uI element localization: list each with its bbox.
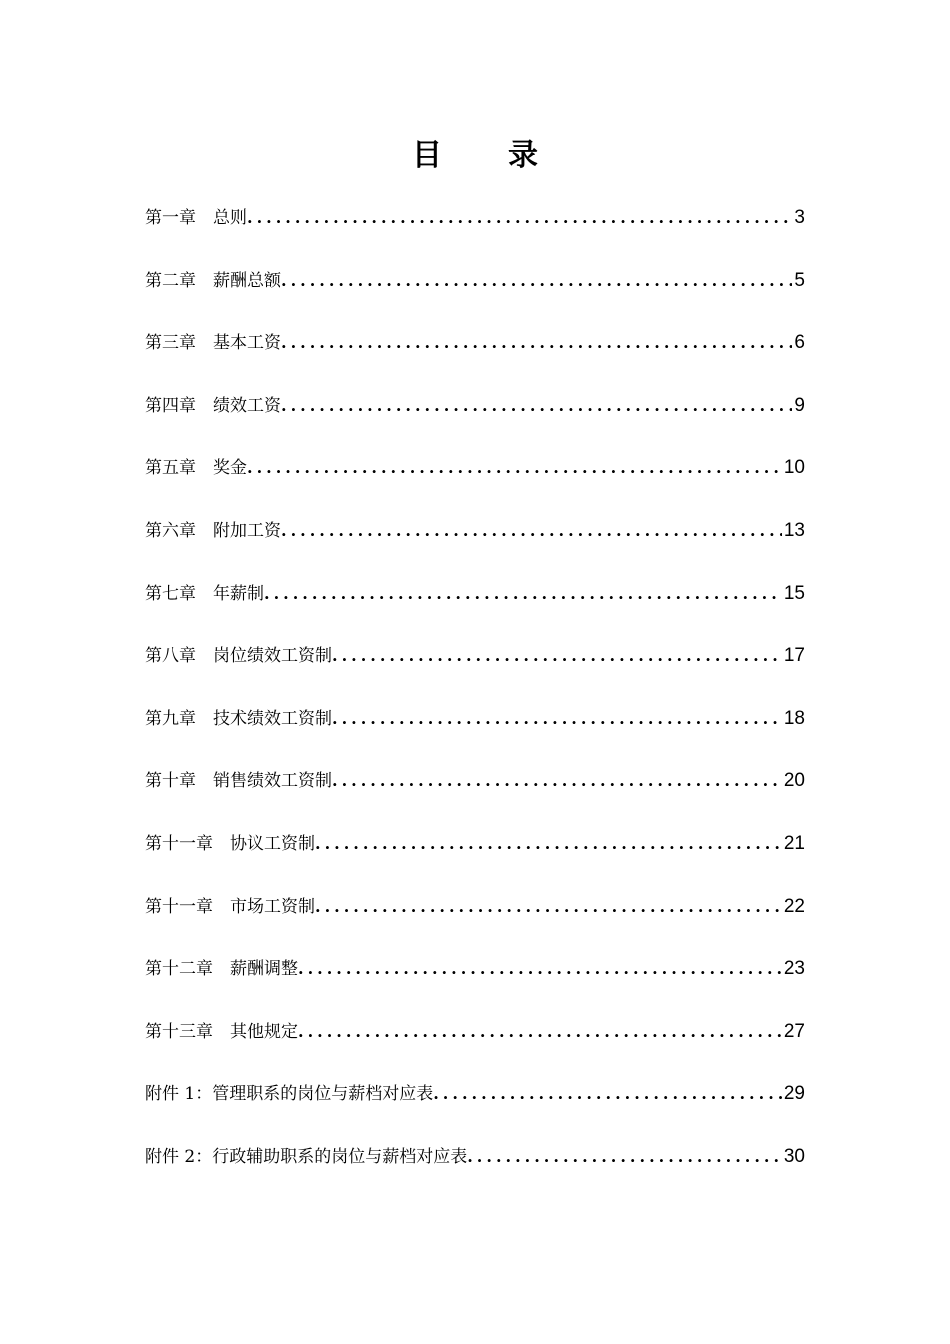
toc-page-number: 23 <box>783 958 805 980</box>
toc-chapter-label: 附件 2：行政辅助职系的岗位与薪档对应表 <box>145 1146 468 1167</box>
toc-page-number: 15 <box>783 582 805 604</box>
toc-page-number: 27 <box>783 1020 805 1042</box>
toc-page-number: 9 <box>794 394 805 416</box>
toc-dot-leader <box>247 202 792 234</box>
toc-title <box>0 130 950 174</box>
toc-chapter-label: 第十三章 其他规定 <box>145 1021 298 1042</box>
toc-chapter-label: 第九章 技术绩效工资制 <box>145 708 332 729</box>
toc-item[interactable] <box>145 390 805 453</box>
toc-page-number: 22 <box>783 895 805 917</box>
toc-title-char-2: 录 <box>508 138 538 173</box>
toc-page-number: 10 <box>783 457 805 479</box>
toc-dot-leader <box>264 578 782 610</box>
toc-dot-leader <box>298 1016 782 1048</box>
toc-item[interactable] <box>145 515 805 578</box>
toc-page-number: 17 <box>783 645 805 667</box>
toc-dot-leader <box>467 1141 782 1173</box>
toc-dot-leader <box>281 515 782 547</box>
toc-item[interactable] <box>145 265 805 328</box>
toc-list <box>145 202 805 1204</box>
toc-dot-leader <box>315 828 782 860</box>
toc-item[interactable] <box>145 828 805 891</box>
toc-dot-leader <box>281 390 792 422</box>
toc-chapter-label: 第十二章 薪酬调整 <box>145 959 298 980</box>
toc-dot-leader <box>332 765 782 797</box>
toc-chapter-label: 第八章 岗位绩效工资制 <box>145 646 332 667</box>
toc-dot-leader <box>281 327 792 359</box>
toc-page-number: 6 <box>794 332 805 354</box>
toc-chapter-label: 第三章 基本工资 <box>145 333 281 354</box>
toc-dot-leader <box>298 953 782 985</box>
toc-item[interactable] <box>145 953 805 1016</box>
toc-chapter-label: 第六章 附加工资 <box>145 520 281 541</box>
toc-chapter-label: 第十章 销售绩效工资制 <box>145 771 332 792</box>
toc-dot-leader <box>247 452 782 484</box>
toc-chapter-label: 第十一章 市场工资制 <box>145 896 315 917</box>
toc-item[interactable] <box>145 578 805 641</box>
toc-item[interactable] <box>145 765 805 828</box>
toc-page-number: 18 <box>783 707 805 729</box>
toc-page-number: 20 <box>783 770 805 792</box>
toc-page-number: 13 <box>783 519 805 541</box>
toc-dot-leader <box>332 640 782 672</box>
toc-item[interactable] <box>145 1078 805 1141</box>
toc-item[interactable] <box>145 202 805 265</box>
toc-dot-leader <box>315 891 782 923</box>
toc-chapter-label: 第十一章 协议工资制 <box>145 833 315 854</box>
toc-item[interactable] <box>145 640 805 703</box>
toc-item[interactable] <box>145 703 805 766</box>
toc-dot-leader <box>281 265 792 297</box>
toc-page-number: 21 <box>783 832 805 854</box>
toc-dot-leader <box>433 1078 782 1110</box>
toc-chapter-label: 第四章 绩效工资 <box>145 395 281 416</box>
toc-chapter-label: 第一章 总则 <box>145 208 247 228</box>
toc-item[interactable] <box>145 452 805 515</box>
toc-page-number: 5 <box>794 269 805 291</box>
toc-item[interactable] <box>145 1016 805 1079</box>
toc-page-number: 3 <box>794 207 805 228</box>
toc-chapter-label: 第二章 薪酬总额 <box>145 270 281 291</box>
toc-chapter-label: 第五章 奖金 <box>145 458 247 479</box>
toc-item[interactable] <box>145 1141 805 1204</box>
toc-item[interactable] <box>145 327 805 390</box>
toc-chapter-label: 第七章 年薪制 <box>145 583 264 604</box>
toc-page-number: 29 <box>783 1083 805 1105</box>
toc-page-number: 30 <box>783 1145 805 1167</box>
toc-dot-leader <box>332 703 782 735</box>
toc-title-char-1: 目 <box>412 138 442 173</box>
toc-item[interactable] <box>145 891 805 954</box>
toc-chapter-label: 附件 1：管理职系的岗位与薪档对应表 <box>145 1084 434 1105</box>
